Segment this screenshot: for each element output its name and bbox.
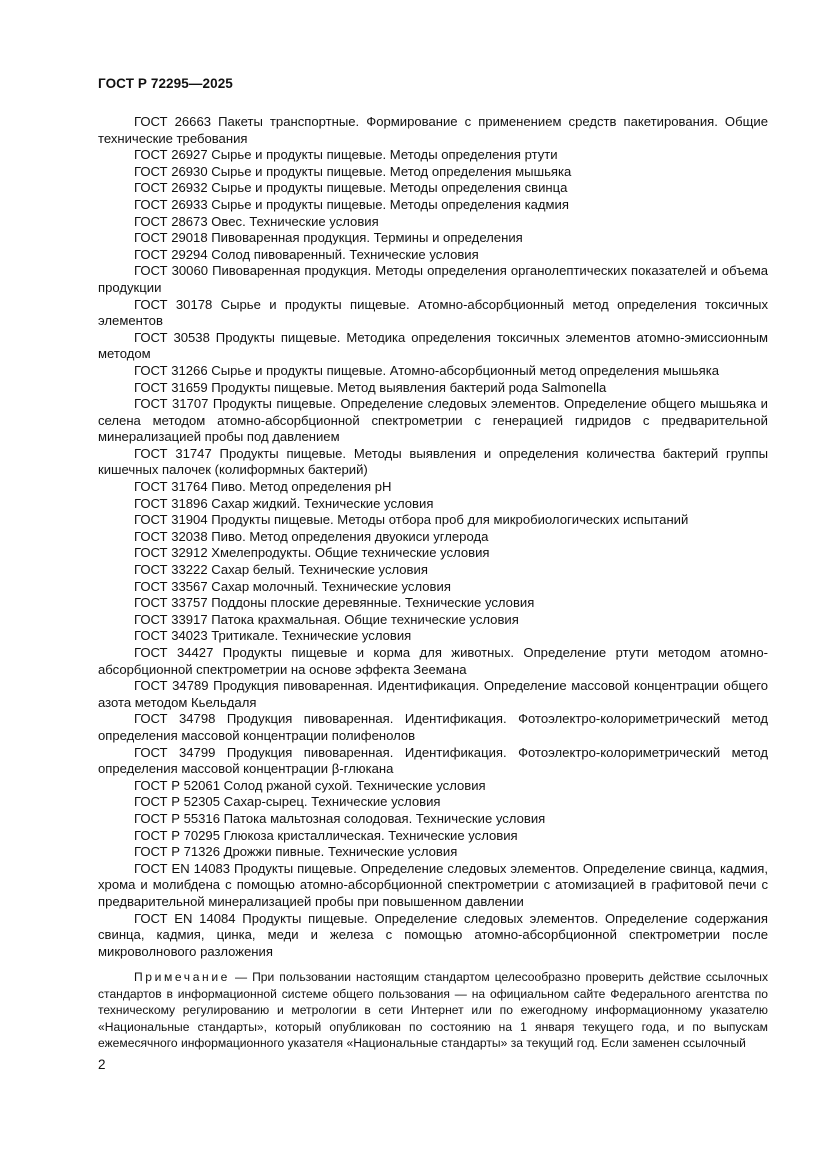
- reference-code: ГОСТ 26663: [134, 114, 212, 129]
- reference-title: Пакеты транспортные. Формирование с применением средств пакетирования. Общие технические требования: [98, 114, 768, 146]
- reference-code: ГОСТ EN 14084: [134, 910, 236, 926]
- document-body: [98, 114, 768, 1051]
- reference-item: [98, 363, 768, 380]
- reference-title: Патока мальтозная солодовая. Технические условия: [223, 810, 546, 826]
- reference-item: [98, 861, 768, 911]
- reference-title: Солод ржаной сухой. Технические условия: [223, 777, 486, 793]
- reference-item: [98, 645, 768, 678]
- reference-title: Пиво. Метод определения рН: [211, 479, 392, 495]
- reference-code: ГОСТ 31707: [134, 396, 209, 412]
- reference-title: Сырье и продукты пищевые. Методы определения свинца: [211, 180, 568, 196]
- reference-code: ГОСТ Р 70295: [134, 827, 220, 843]
- reference-code: ГОСТ 30178: [134, 296, 213, 312]
- reference-item: [98, 180, 768, 197]
- reference-code: ГОСТ 32038: [134, 528, 208, 544]
- reference-title: Солод пивоваренный. Технические условия: [211, 246, 479, 262]
- reference-item: [98, 844, 768, 861]
- reference-item: [98, 230, 768, 247]
- reference-title: Сахар белый. Технические условия: [211, 562, 428, 578]
- reference-code: ГОСТ 26927: [134, 147, 208, 163]
- reference-code: ГОСТ 32912: [134, 545, 208, 561]
- reference-code: ГОСТ 29294: [134, 246, 208, 262]
- reference-code: ГОСТ 31747: [134, 445, 212, 461]
- reference-item: [98, 778, 768, 795]
- reference-code: ГОСТ 34023: [134, 628, 208, 644]
- reference-item: [98, 197, 768, 214]
- reference-item: [98, 711, 768, 744]
- reference-title: Тритикале. Технические условия: [211, 628, 412, 644]
- reference-item: [98, 529, 768, 546]
- reference-code: ГОСТ 31266: [134, 362, 208, 378]
- reference-item: [98, 380, 768, 397]
- reference-code: ГОСТ 33917: [134, 611, 208, 627]
- reference-code: ГОСТ 30060: [134, 263, 209, 279]
- reference-title: Продукция пивоваренная. Идентификация. Фотоэлектро-колориметрический метод определения массовой концентрации β-глюкана: [98, 744, 769, 777]
- reference-code: ГОСТ 33222: [134, 562, 208, 578]
- reference-title: Пивоваренная продукция. Термины и определения: [211, 230, 523, 246]
- reference-title: Продукты пищевые и корма для животных. Определение ртути методом атомно-абсорбционной спектрометрии на основе эффекта Зеемана: [98, 645, 769, 677]
- reference-code: ГОСТ 26930: [134, 163, 208, 179]
- reference-item: [98, 745, 768, 778]
- reference-title: Сырье и продукты пищевые. Методы определения кадмия: [211, 196, 569, 212]
- reference-item: [98, 263, 768, 296]
- reference-code: ГОСТ 34789: [134, 678, 209, 694]
- reference-title: Сырье и продукты пищевые. Атомно-абсорбционный метод определения токсичных элементов: [98, 296, 769, 329]
- reference-item: [98, 247, 768, 264]
- reference-item: [98, 297, 768, 330]
- reference-item: [98, 911, 768, 961]
- reference-item: [98, 828, 768, 845]
- page-number: 2: [98, 1057, 106, 1072]
- reference-title: Продукты пищевые. Определение следовых элементов. Определение содержания свинца, кадмия, цинка, меди и железа с помощью атомно-абсорбционной спектрометрии после микроволнового разложения: [98, 910, 769, 959]
- reference-item: [98, 628, 768, 645]
- reference-title: Хмелепродукты. Общие технические условия: [211, 545, 490, 561]
- reference-code: ГОСТ 30538: [134, 329, 210, 345]
- reference-title: Продукция пивоваренная. Идентификация. Определение массовой концентрации общего азота методом Кьельдаля: [98, 678, 769, 710]
- reference-code: ГОСТ Р 52061: [134, 777, 220, 793]
- reference-title: Продукты пищевые. Методы выявления и определения количества бактерий группы кишечных палочек (колиформных бактерий): [98, 445, 768, 478]
- reference-item: [98, 114, 768, 147]
- reference-code: ГОСТ 31904: [134, 512, 208, 528]
- reference-title: Сахар жидкий. Технические условия: [211, 495, 434, 511]
- reference-item: [98, 479, 768, 496]
- reference-code: ГОСТ 33757: [134, 595, 208, 611]
- reference-title: Сырье и продукты пищевые. Атомно-абсорбционный метод определения мышьяка: [211, 362, 720, 378]
- reference-code: ГОСТ 31764: [134, 479, 208, 495]
- reference-title: Пивоваренная продукция. Методы определения органолептических показателей и объема продукции: [98, 263, 768, 295]
- reference-title: Глюкоза кристаллическая. Технические условия: [223, 827, 518, 843]
- reference-code: ГОСТ 34799: [134, 744, 216, 760]
- reference-title: Продукты пищевые. Методы отбора проб для микробиологических испытаний: [211, 512, 689, 528]
- note-text: — При пользовании настоящим стандартом целесообразно проверить действие ссылочных стандартов в информационной системе общего пользования — на официальном сайте Федерального агентства по техническому регулированию и метрологии в сети Интернет или по ежегодному информационному указателю «Национальные стандарты», который опубликован по состоянию на 1 января текущего года, и по выпускам ежемесячного информационного указателя «Национальные стандарты» за текущий год. Если заменен ссылочный: [98, 970, 768, 1050]
- reference-item: [98, 446, 768, 479]
- reference-item: [98, 678, 768, 711]
- reference-code: ГОСТ Р 71326: [134, 844, 220, 860]
- reference-code: ГОСТ Р 52305: [134, 794, 220, 810]
- reference-title: Продукты пищевые. Определение следовых элементов. Определение свинца, кадмия, хрома и молибдена с помощью атомно-абсорбционной спектрометрии с атомизацией в графитовой печи с предварительной минерализацией пробы при повышенном давлении: [98, 860, 769, 909]
- reference-item: [98, 330, 768, 363]
- reference-title: Продукты пищевые. Определение следовых элементов. Определение общего мышьяка и селена методом атомно-абсорбционной спектрометрии с генерацией гидридов с предварительной минерализацией пробы под давлением: [98, 396, 768, 445]
- document-header: ГОСТ Р 72295—2025: [98, 76, 233, 91]
- reference-item: [98, 496, 768, 513]
- reference-code: ГОСТ Р 55316: [134, 810, 220, 826]
- reference-item: [98, 612, 768, 629]
- reference-title: Сырье и продукты пищевые. Методы определения ртути: [211, 147, 558, 163]
- reference-title: Сырье и продукты пищевые. Метод определения мышьяка: [211, 163, 572, 179]
- reference-title: Продукты пищевые. Методика определения токсичных элементов атомно-эмиссионным методом: [98, 329, 769, 362]
- reference-item: [98, 147, 768, 164]
- reference-code: ГОСТ EN 14083: [134, 860, 231, 876]
- reference-item: [98, 794, 768, 811]
- reference-code: ГОСТ 26933: [134, 196, 208, 212]
- note-label: Примечание: [134, 970, 230, 985]
- reference-code: ГОСТ 26932: [134, 180, 208, 196]
- reference-code: ГОСТ 28673: [134, 213, 208, 229]
- reference-title: Сахар-сырец. Технические условия: [223, 794, 441, 810]
- reference-title: Пиво. Метод определения двуокиси углерода: [211, 528, 489, 544]
- reference-title: Овес. Технические условия: [211, 213, 379, 229]
- reference-code: ГОСТ 34798: [134, 711, 216, 727]
- reference-item: [98, 164, 768, 181]
- reference-item: [98, 579, 768, 596]
- reference-title: Продукция пивоваренная. Идентификация. Фотоэлектро-колориметрический метод определения массовой концентрации полифенолов: [98, 711, 769, 743]
- reference-code: ГОСТ 33567: [134, 578, 208, 594]
- reference-item: [98, 562, 768, 579]
- reference-title: Патока крахмальная. Общие технические условия: [211, 611, 519, 627]
- reference-item: [98, 512, 768, 529]
- reference-item: [98, 214, 768, 231]
- reference-item: [98, 396, 768, 446]
- reference-title: Дрожжи пивные. Технические условия: [223, 844, 458, 860]
- reference-code: ГОСТ 31896: [134, 495, 208, 511]
- reference-title: Поддоны плоские деревянные. Технические условия: [211, 595, 535, 611]
- reference-title: Продукты пищевые. Метод выявления бактерий рода Salmonella: [211, 379, 607, 395]
- reference-title: Сахар молочный. Технические условия: [211, 578, 451, 594]
- reference-item: [98, 811, 768, 828]
- reference-code: ГОСТ 29018: [134, 230, 208, 246]
- normative-references-list: [98, 114, 768, 960]
- reference-code: ГОСТ 34427: [134, 645, 214, 660]
- reference-item: [98, 595, 768, 612]
- reference-code: ГОСТ 31659: [134, 379, 208, 395]
- note-paragraph: [98, 969, 768, 1051]
- reference-item: [98, 545, 768, 562]
